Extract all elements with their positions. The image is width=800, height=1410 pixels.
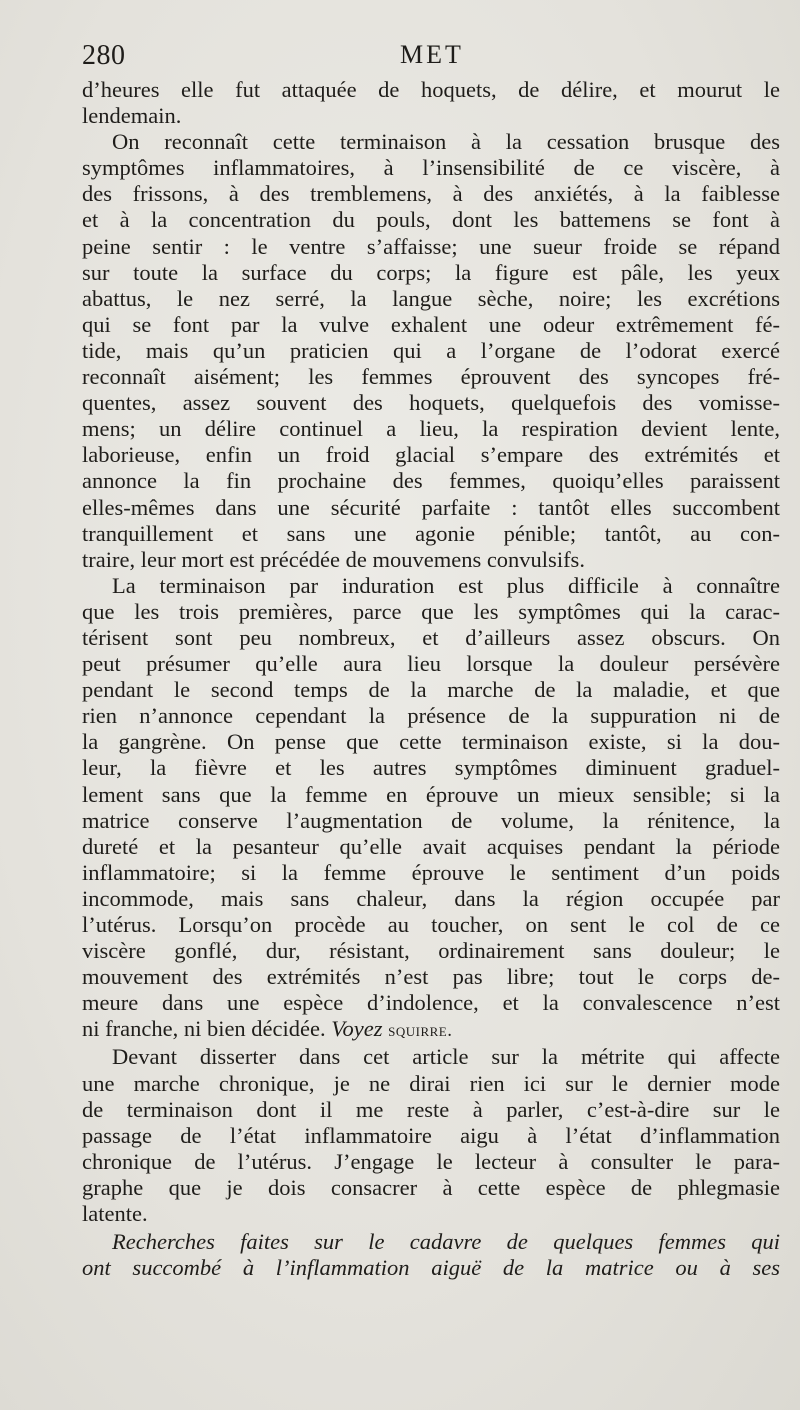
text-line: traire, leur mort est précédée de mouvemens convulsifs. xyxy=(82,546,585,572)
text-line: mouvement des extrémités n’est pas libre; tout le corps de- xyxy=(82,964,780,990)
text-line: lement sans que la femme en éprouve un mieux sensible; si la xyxy=(82,781,780,807)
paragraph-gangrene-signs xyxy=(82,129,780,573)
text-line: elles-mêmes dans une sécurité parfaite : tantôt elles succombent xyxy=(82,494,780,520)
text-line: des frissons, à des tremblemens, à des anxiétés, à la faiblesse xyxy=(82,181,780,207)
text-line: térisent sont peu nombreux, et d’ailleurs assez obscurs. On xyxy=(82,624,780,650)
text-line: abattus, le nez serré, la langue sèche, noire; les excrétions xyxy=(82,285,780,311)
paragraph-chronic-metritis xyxy=(82,1044,780,1227)
text-line: pendant le second temps de la marche de la maladie, et que xyxy=(82,677,780,703)
text-line: une marche chronique, je ne dirai rien ici sur le dernier mode xyxy=(82,1070,780,1096)
text-line: Devant disserter dans cet article sur la métrite qui affecte xyxy=(112,1044,780,1070)
page-number: 280 xyxy=(82,40,126,71)
text-line: annonce la fin prochaine des femmes, quoiqu’elles paraissent xyxy=(82,468,780,494)
text-line: symptômes inflammatoires, à l’insensibilité de ce viscère, à xyxy=(82,155,780,181)
text-line: laborieuse, enfin un froid glacial s’empare des extrémités et xyxy=(82,442,780,468)
text-line: Recherches faites sur le cadavre de quelques femmes qui xyxy=(112,1229,780,1255)
text-line: qui se font par la vulve exhalent une odeur extrêmement fé- xyxy=(82,311,780,337)
cross-reference-target: squirre. xyxy=(388,1020,453,1042)
text-line: de terminaison dont il me reste à parler, c’est-à-dire sur le xyxy=(82,1096,780,1122)
text-line: meure dans une espèce d’indolence, et la convalescence n’est xyxy=(82,990,780,1016)
cross-reference-voyez: Voyez xyxy=(331,1016,383,1042)
text-line: ni franche, ni bien décidée. Voyez squirre. xyxy=(82,1016,453,1042)
text-line: On reconnaît cette terminaison à la cessation brusque des xyxy=(112,129,780,155)
text-line: incommode, mais sans chaleur, dans la région occupée par xyxy=(82,885,780,911)
text-line: La terminaison par induration est plus difficile à connaître xyxy=(112,572,780,598)
text-line: leur, la fièvre et les autres symptômes diminuent graduel- xyxy=(82,755,780,781)
text-line: quentes, assez souvent des hoquets, quelquefois des vomisse- xyxy=(82,390,780,416)
text-line: sur toute la surface du corps; la figure est pâle, les yeux xyxy=(82,259,780,285)
running-title: MET xyxy=(400,40,464,69)
running-head xyxy=(82,40,782,76)
text-line: d’heures elle fut attaquée de hoquets, de délire, et mourut le xyxy=(82,77,780,102)
text-line: ont succombé à l’inflammation aiguë de la matrice ou à ses xyxy=(82,1255,780,1281)
text-line: rien n’annonce cependant la présence de la suppuration ni de xyxy=(82,703,780,729)
text-line: l’utérus. Lorsqu’on procède au toucher, on sent le col de ce xyxy=(82,912,780,937)
text-line: peut présumer qu’elle aura lieu lorsque la douleur persévère xyxy=(82,651,780,677)
text-line: que les trois premières, parce que les symptômes qui la carac- xyxy=(82,598,780,624)
text-line: inflammatoire; si la femme éprouve le sentiment d’un poids xyxy=(82,859,780,885)
text-line: passage de l’état inflammatoire aigu à l’état d’inflammation xyxy=(82,1122,780,1148)
body-text xyxy=(82,77,780,1281)
section-heading xyxy=(82,1229,780,1281)
text-line: graphe que je dois consacrer à cette espèce de phlegmasie xyxy=(82,1174,780,1200)
text-line: tide, mais qu’un praticien qui a l’organe de l’odorat exercé xyxy=(82,337,780,363)
text-line: dureté et la pesanteur qu’elle avait acquises pendant la période xyxy=(82,833,780,859)
text-line: tranquillement et sans une agonie pénible; tantôt, au con- xyxy=(82,520,780,546)
text-line: viscère gonflé, dur, résistant, ordinairement sans douleur; le xyxy=(82,938,780,964)
paragraph-induration xyxy=(82,573,780,1045)
text-line: matrice conserve l’augmentation de volume, la rénitence, la xyxy=(82,807,780,833)
text-line: peine sentir : le ventre s’affaisse; une sueur froide se répand xyxy=(82,233,780,259)
text-line: reconnaît aisément; les femmes éprouvent des syncopes fré- xyxy=(82,364,780,390)
text-line: et à la concentration du pouls, dont les battemens se font à xyxy=(82,207,780,233)
text-line: latente. xyxy=(82,1201,148,1227)
paragraph-continuation xyxy=(82,77,780,129)
text-line: la gangrène. On pense que cette terminaison existe, si la dou- xyxy=(82,729,780,755)
text-line: mens; un délire continuel a lieu, la respiration devient lente, xyxy=(82,416,780,442)
text-line: chronique de l’utérus. J’engage le lecteur à consulter le para- xyxy=(82,1148,780,1174)
text-line: lendemain. xyxy=(82,103,182,129)
